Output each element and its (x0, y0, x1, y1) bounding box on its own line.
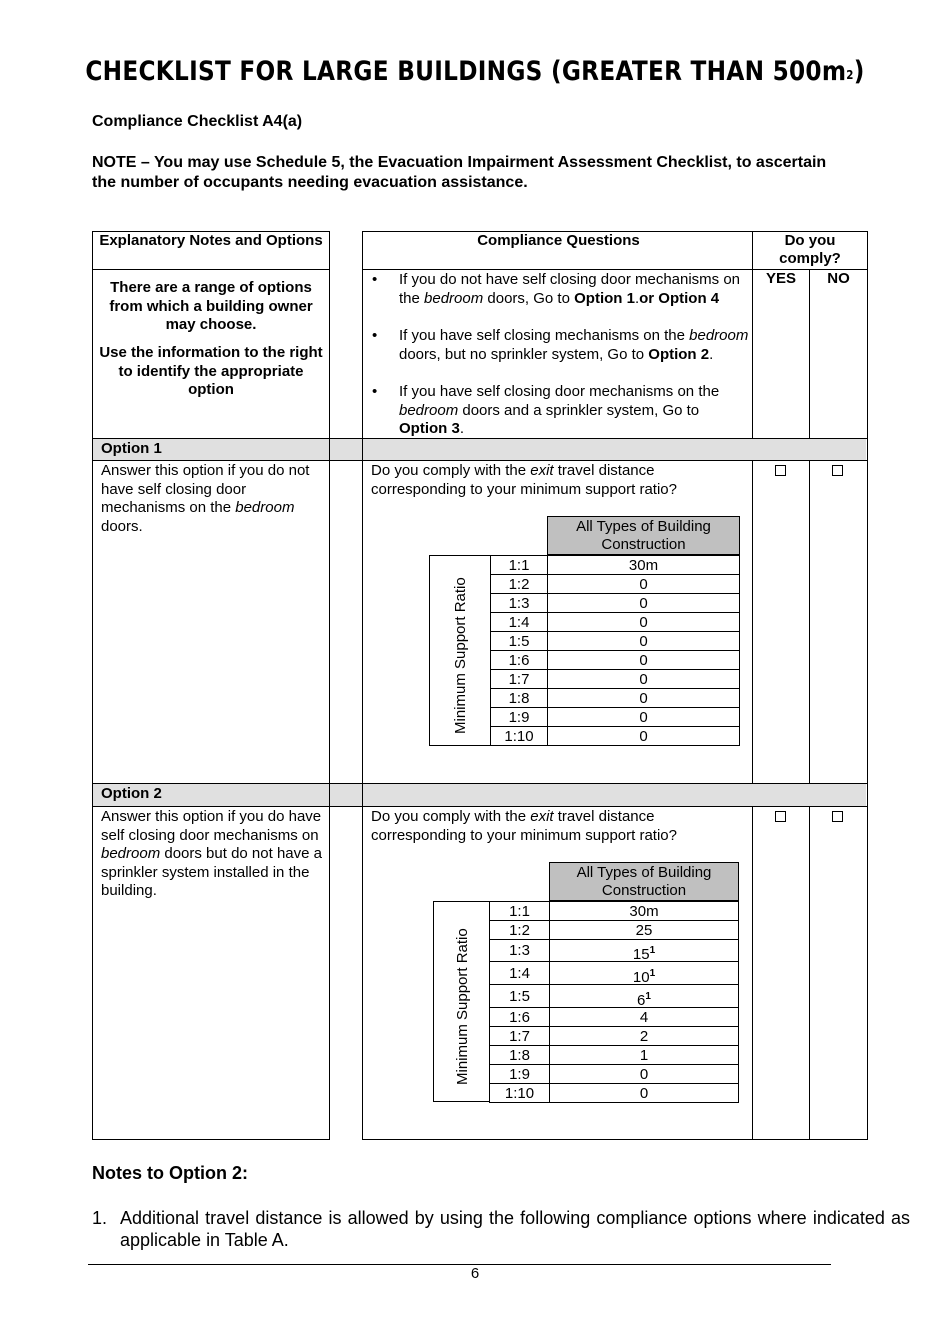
option1-ratio-cell: 1:3 (490, 593, 548, 613)
option2-distance-cell (549, 961, 739, 985)
option2-distance-cell (549, 920, 739, 940)
option2-footnote-marker: 1 (645, 991, 651, 1002)
option2-question: Do you comply with the exit travel distance corresponding to your minimum support ratio? (371, 808, 677, 844)
option1-yes-checkbox[interactable] (775, 465, 786, 476)
option2-ratio-cell: 1:6 (489, 1007, 550, 1027)
option2-distance-value: 0 (639, 1085, 649, 1102)
option1-ratio-cell: 1:10 (490, 726, 548, 746)
option2-ratio-cell: 1:7 (489, 1026, 550, 1046)
option1-distance-cell (547, 669, 740, 689)
option1-axis-label-cell (429, 555, 491, 746)
option1-ratio-cell: 1:2 (490, 574, 548, 594)
page-number: 6 (470, 1265, 480, 1282)
option1-label: Option 1 (101, 440, 162, 457)
option1-ratio-cell: 1:7 (490, 669, 548, 689)
option1-question: Do you comply with the exit travel distance corresponding to your minimum support ratio? (371, 462, 677, 498)
notes-heading: Notes to Option 2: (92, 1163, 248, 1183)
page-title: CHECKLIST FOR LARGE BUILDINGS (GREATER THAN $500m_2$) (85, 56, 865, 87)
option2-axis-label-cell (433, 901, 490, 1102)
option2-description: Answer this option if you do have self closing door mechanisms on bedroom doors but do not have a sprinkler system installed in the building. (101, 808, 322, 899)
option1-distance-cell (547, 631, 740, 651)
note-text: Additional travel distance is allowed by using the following compliance options where indicated as applicable in Table A. (120, 1208, 910, 1250)
option1-distance-value: 0 (639, 595, 648, 612)
option2-no-checkbox[interactable] (832, 811, 843, 822)
option1-distance-value: 0 (639, 614, 648, 631)
option1-distance-cell (547, 726, 740, 746)
header-explanatory-notes: Explanatory Notes and Options (99, 232, 323, 249)
option2-label: Option 2 (101, 785, 162, 802)
note-item (92, 1207, 910, 1251)
option1-distance-value: 0 (639, 671, 648, 688)
option2-axis-label: Minimum Support Ratio (454, 928, 471, 1085)
note-paragraph: NOTE – You may use Schedule 5, the Evacuation Impairment Assessment Checklist, to ascertain the number of occupants needing evacuation assistance. (92, 154, 827, 191)
bullet-option-2: • If you have self closing mechanisms on the bedroom doors, but no sprinkler system, Go to Option 2. (399, 327, 749, 364)
option2-distance-cell (549, 1045, 739, 1065)
option1-distance-value: 0 (639, 633, 648, 650)
option1-distance-cell (547, 593, 740, 613)
option2-ratio-cell: 1:1 (489, 901, 550, 921)
option1-distance-value: 0 (639, 728, 648, 745)
option1-ratio-cell: 1:1 (490, 555, 548, 575)
option1-distance-value: 0 (639, 576, 648, 593)
option2-distance-value: 6 (637, 992, 646, 1009)
option1-distance-cell (547, 707, 740, 727)
option1-axis-label: Minimum Support Ratio (452, 577, 469, 734)
option1-distance-value: 0 (639, 690, 648, 707)
header-no: NO (827, 270, 850, 287)
option1-distance-cell (547, 688, 740, 708)
option2-distance-cell (549, 1064, 739, 1084)
option2-distance-value: 30m (629, 903, 659, 920)
option2-distance-value: 15 (632, 946, 650, 963)
option2-ratio-cell: 1:3 (489, 939, 550, 962)
option1-description: Answer this option if you do not have self closing door mechanisms on the bedroom doors. (101, 462, 310, 535)
option2-ratio-cell: 1:10 (489, 1083, 550, 1103)
option2-footnote-marker: 1 (649, 945, 656, 956)
bullet-option-1-or-4: • If you do not have self closing door mechanisms on the bedroom doors, Go to Option 1.or Option 4 (399, 271, 749, 308)
option1-no-checkbox[interactable] (832, 465, 843, 476)
option2-footnote-marker: 1 (649, 968, 656, 979)
option2-ratio-cell: 1:9 (489, 1064, 550, 1084)
option1-distance-cell (547, 574, 740, 594)
option1-table-header: All Types of Building Construction (547, 516, 740, 555)
option1-ratio-cell: 1:6 (490, 650, 548, 670)
option2-ratio-cell: 1:4 (489, 961, 550, 985)
option2-distance-cell (549, 984, 739, 1008)
option2-ratio-cell: 1:5 (489, 984, 550, 1008)
option2-distance-cell (549, 1007, 739, 1027)
option2-yes-checkbox[interactable] (775, 811, 786, 822)
checklist-subtitle: Compliance Checklist A4(a) (92, 113, 303, 130)
intro-range-of-options: There are a range of options from which a building owner may choose. (109, 279, 313, 333)
header-do-you-comply: Do you comply? (779, 232, 841, 267)
option2-distance-value: 0 (639, 1066, 649, 1083)
option1-distance-cell (547, 555, 740, 575)
option1-distance-cell (547, 612, 740, 632)
option2-table-header: All Types of Building Construction (549, 862, 739, 901)
option2-distance-value: 10 (632, 969, 650, 986)
bullet-option-3: • If you have self closing door mechanisms on the bedroom doors and a sprinkler system, Go to Option 3. (399, 383, 749, 439)
option1-distance-value: 0 (639, 709, 648, 726)
option2-distance-value: 25 (635, 922, 653, 939)
option1-distance-cell (547, 650, 740, 670)
header-yes: YES (765, 270, 796, 287)
option2-distance-value: 2 (639, 1028, 649, 1045)
option2-ratio-cell: 1:8 (489, 1045, 550, 1065)
option2-distance-cell (549, 939, 739, 962)
option2-distance-cell (549, 1083, 739, 1103)
option2-distance-cell (549, 901, 739, 921)
option1-ratio-cell: 1:9 (490, 707, 548, 727)
option1-ratio-cell: 1:5 (490, 631, 548, 651)
note-number: 1. (92, 1208, 108, 1228)
option1-ratio-cell: 1:4 (490, 612, 548, 632)
option2-distance-value: 4 (639, 1009, 649, 1026)
header-compliance-questions: Compliance Questions (477, 232, 640, 249)
option1-distance-value: 30m (628, 557, 659, 574)
intro-use-information: Use the information to the right to identify the appropriate option (99, 344, 323, 398)
option2-distance-cell (549, 1026, 739, 1046)
option2-ratio-cell: 1:2 (489, 920, 550, 940)
option1-ratio-cell: 1:8 (490, 688, 548, 708)
option1-distance-value: 0 (639, 652, 648, 669)
option2-distance-value: 1 (639, 1047, 649, 1064)
